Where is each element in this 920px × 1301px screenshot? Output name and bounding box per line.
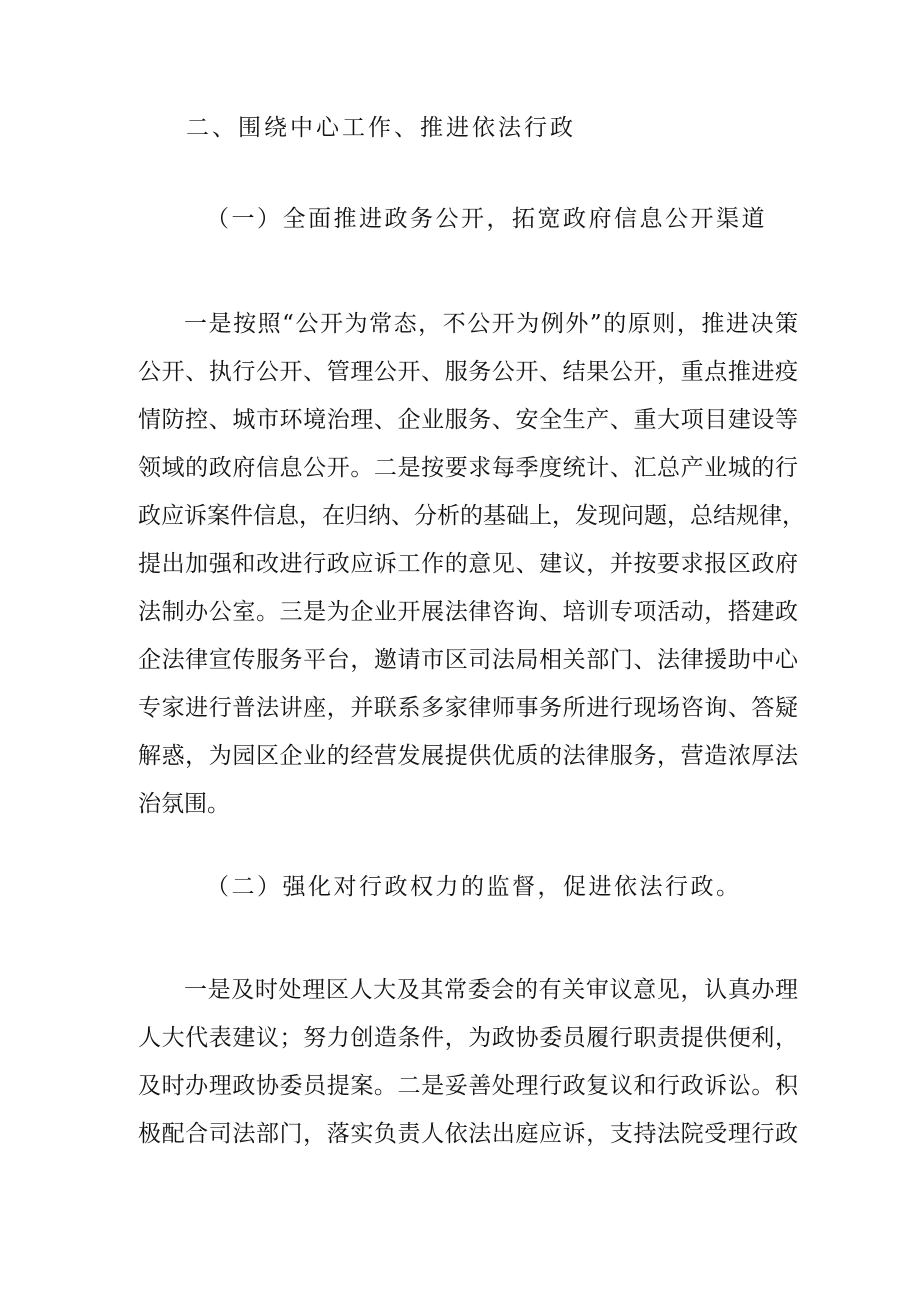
paragraph-line: 企法律宣传服务平台，邀请市区司法局相关部门、法律援助中心 bbox=[138, 647, 798, 673]
paragraph-line: 专家进行普法讲座，并联系多家律师事务所进行现场咨询、答疑 bbox=[138, 695, 798, 721]
subsection-2-heading: （二）强化对行政权力的监督，促进依法行政。 bbox=[206, 874, 742, 900]
paragraph-line: 一是及时处理区人大及其常委会的有关审议意见，认真办理 bbox=[184, 977, 798, 1003]
paragraph-line: 法制办公室。三是为企业开展法律咨询、培训专项活动，搭建政 bbox=[138, 599, 798, 625]
subsection-2-paragraph bbox=[138, 966, 798, 1158]
paragraph-line: 一是按照“公开为常态，不公开为例外”的原则，推进决策 bbox=[184, 311, 798, 337]
paragraph-line: 解惑，为园区企业的经营发展提供优质的法律服务，营造浓厚法 bbox=[138, 743, 798, 769]
paragraph-line: 治氛围。 bbox=[138, 791, 230, 817]
paragraph-line: 人大代表建议；努力创造条件，为政协委员履行职责提供便利， bbox=[138, 1025, 798, 1051]
subsection-1-heading: （一）全面推进政务公开，拓宽政府信息公开渠道 bbox=[206, 206, 767, 232]
paragraph-line: 极配合司法部门，落实负责人依法出庭应诉，支持法院受理行政 bbox=[138, 1121, 798, 1147]
paragraph-line: 领域的政府信息公开。二是按要求每季度统计、汇总产业城的行 bbox=[138, 455, 798, 481]
paragraph-line: 公开、执行公开、管理公开、服务公开、结果公开，重点推进疫 bbox=[138, 359, 798, 385]
subsection-1-paragraph bbox=[138, 300, 805, 828]
section-heading: 二、围绕中心工作、推进依法行政 bbox=[186, 115, 576, 141]
paragraph-line: 情防控、城市环境治理、企业服务、安全生产、重大项目建设等 bbox=[138, 407, 798, 433]
paragraph-line: 政应诉案件信息，在归纳、分析的基础上，发现问题，总结规律， bbox=[138, 503, 805, 529]
paragraph-line: 提出加强和改进行政应诉工作的意见、建议，并按要求报区政府 bbox=[138, 551, 798, 577]
paragraph-line: 及时办理政协委员提案。二是妥善处理行政复议和行政诉讼。积 bbox=[138, 1073, 798, 1099]
